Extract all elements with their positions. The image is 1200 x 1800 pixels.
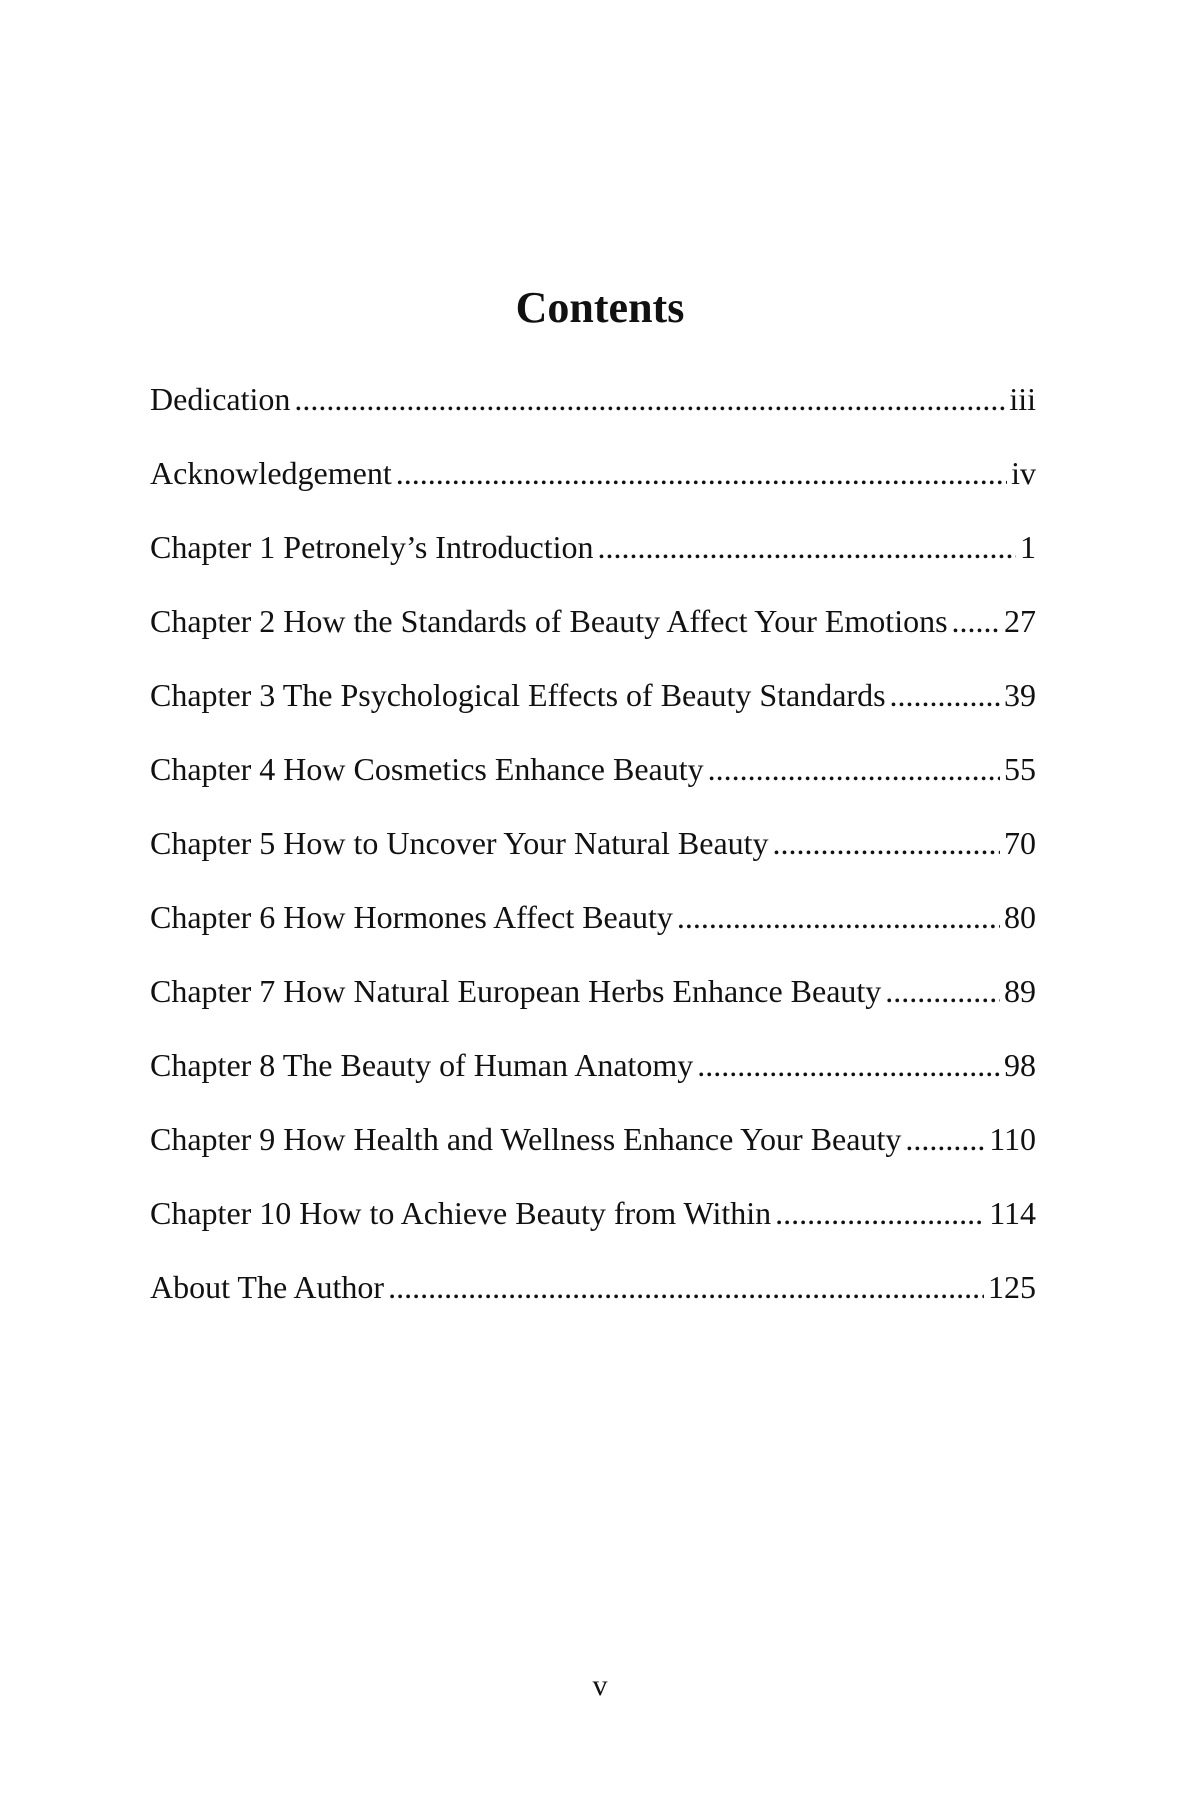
toc-entry-title: Chapter 1 Petronely’s Introduction xyxy=(150,529,594,565)
dot-leader xyxy=(597,520,1016,574)
toc-entry-page: 39 xyxy=(1004,677,1036,713)
dot-leader xyxy=(952,594,1000,648)
toc-entry-page: 27 xyxy=(1004,603,1036,639)
toc-entry-page: 114 xyxy=(989,1195,1036,1231)
toc-entry-title: Chapter 8 The Beauty of Human Anatomy xyxy=(150,1047,694,1083)
toc-entry-chapter-1[interactable] xyxy=(150,520,1036,594)
toc-entry-title: Chapter 9 How Health and Wellness Enhance Your Beauty xyxy=(150,1121,902,1157)
toc-entry-dedication[interactable] xyxy=(150,372,1036,446)
toc-entry-title: Chapter 10 How to Achieve Beauty from Within xyxy=(150,1195,772,1231)
toc-entry-chapter-10[interactable] xyxy=(150,1186,1036,1260)
toc-entry-title: Dedication xyxy=(150,381,291,417)
toc-entry-chapter-9[interactable] xyxy=(150,1112,1036,1186)
dot-leader xyxy=(890,668,1000,722)
toc-entry-page: 110 xyxy=(989,1121,1036,1157)
toc-entry-title: Chapter 7 How Natural European Herbs Enhance Beauty xyxy=(150,973,882,1009)
toc-entry-acknowledgement[interactable] xyxy=(150,446,1036,520)
toc-entry-page: iv xyxy=(1011,455,1036,491)
toc-entry-chapter-5[interactable] xyxy=(150,816,1036,890)
toc-entry-title: About The Author xyxy=(150,1269,385,1305)
dot-leader xyxy=(294,372,1005,426)
toc-entry-title: Chapter 6 How Hormones Affect Beauty xyxy=(150,899,673,935)
toc-entry-title: Chapter 2 How the Standards of Beauty Affect Your Emotions xyxy=(150,603,948,639)
dot-leader xyxy=(885,964,1000,1018)
toc-entry-page: 55 xyxy=(1004,751,1036,787)
dot-leader xyxy=(388,1260,984,1314)
page-title: Contents xyxy=(515,283,685,332)
dot-leader xyxy=(697,1038,1000,1092)
toc-entry-title: Acknowledgement xyxy=(150,455,392,491)
dot-leader xyxy=(775,1186,985,1240)
toc-entry-page: 125 xyxy=(988,1269,1036,1305)
toc-entry-title: Chapter 3 The Psychological Effects of Beauty Standards xyxy=(150,677,886,713)
dot-leader xyxy=(708,742,1000,796)
toc-entry-chapter-4[interactable] xyxy=(150,742,1036,816)
toc-entry-page: 70 xyxy=(1004,825,1036,861)
toc-entry-title: Chapter 5 How to Uncover Your Natural Beauty xyxy=(150,825,769,861)
toc-entry-page: iii xyxy=(1009,381,1036,417)
table-of-contents xyxy=(150,372,1036,1334)
toc-entry-chapter-8[interactable] xyxy=(150,1038,1036,1112)
toc-entry-about-the-author[interactable] xyxy=(150,1260,1036,1334)
toc-entry-chapter-3[interactable] xyxy=(150,668,1036,742)
dot-leader xyxy=(905,1112,985,1166)
toc-entry-chapter-7[interactable] xyxy=(150,964,1036,1038)
toc-entry-page: 1 xyxy=(1020,529,1036,565)
dot-leader xyxy=(677,890,1000,944)
dot-leader xyxy=(396,446,1007,500)
toc-entry-page: 89 xyxy=(1004,973,1036,1009)
toc-entry-chapter-6[interactable] xyxy=(150,890,1036,964)
page-number: v xyxy=(592,1669,608,1702)
toc-entry-chapter-2[interactable] xyxy=(150,594,1036,668)
toc-entry-page: 98 xyxy=(1004,1047,1036,1083)
toc-entry-title: Chapter 4 How Cosmetics Enhance Beauty xyxy=(150,751,704,787)
toc-entry-page: 80 xyxy=(1004,899,1036,935)
dot-leader xyxy=(773,816,1000,870)
